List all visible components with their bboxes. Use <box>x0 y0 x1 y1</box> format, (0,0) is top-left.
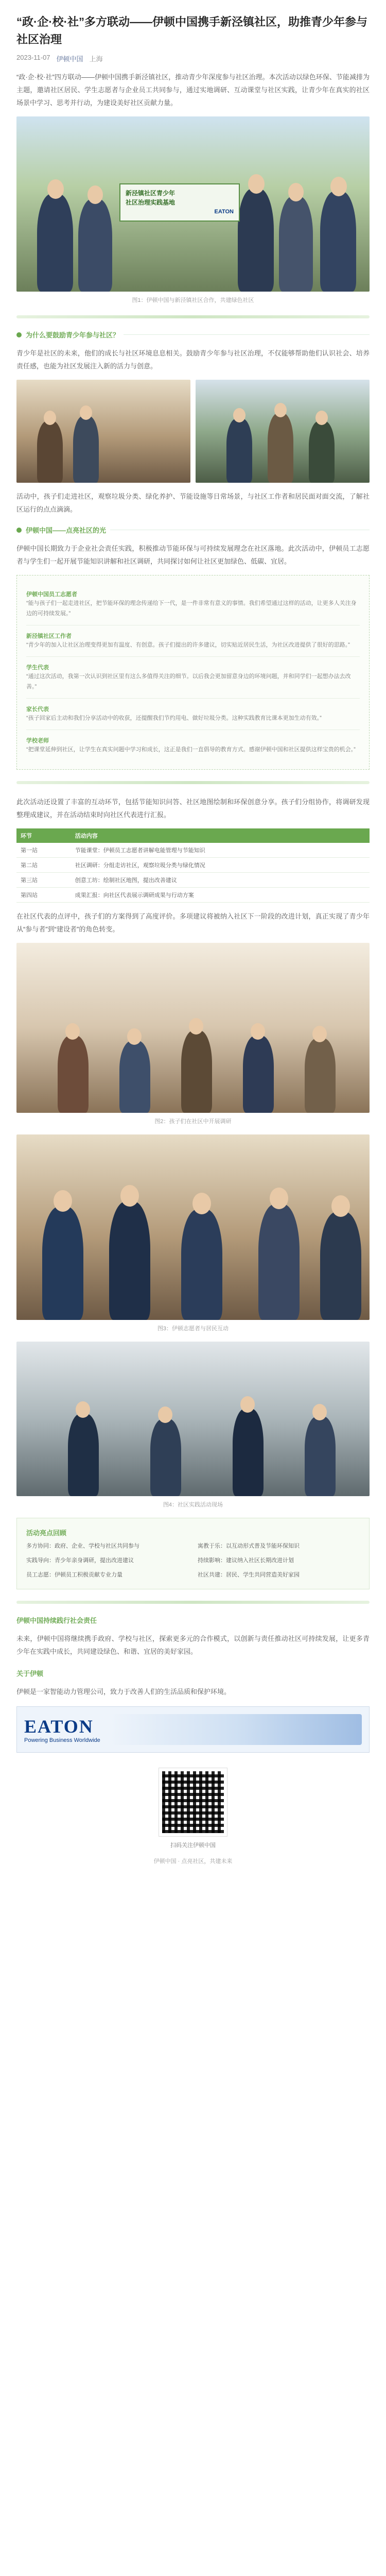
banner-text: 新泾镇社区青少年 社区治理实践基地 <box>126 190 176 206</box>
about-text: 伊顿是一家智能动力管理公司，致力于改善人们的生活品质和保护环境。 <box>16 1688 231 1696</box>
list-item: 寓教于乐：以互动形式普及节能环保知识 <box>198 1543 300 1549</box>
quote-name: 学生代表 <box>26 665 49 671</box>
table-header: 环节 <box>16 828 71 843</box>
photo3-caption: 图3：伊顿志愿者与居民互动 <box>157 1326 229 1332</box>
decorative-divider <box>16 781 370 784</box>
list-item: 持续影响：建议纳入社区长期改进计划 <box>198 1557 294 1564</box>
eaton-brand-box <box>16 1706 370 1753</box>
table-cell: 第三站 <box>16 873 71 888</box>
banner-logo: EATON <box>214 209 234 215</box>
classroom-photo <box>16 943 370 1113</box>
table-cell: 第四站 <box>16 888 71 903</box>
qr-section <box>16 1768 370 1851</box>
article-title: “政·企·校·社”多方联动——伊顿中国携手新泾镇社区，助推青少年参与社区治理 <box>16 15 367 46</box>
group-photo <box>16 116 370 292</box>
highlights-list <box>26 1541 360 1580</box>
table-cell: 第二站 <box>16 858 71 873</box>
quote-name: 伊顿中国员工志愿者 <box>26 591 77 598</box>
quote-name: 新泾镇社区工作者 <box>26 633 72 639</box>
activity-table <box>16 828 370 903</box>
section4-text: 在社区代表的点评中，孩子们的方案得到了高度评价。多项建议将被纳入社区下一阶段的改进计划，真正实现了青少年从“参与者”到“建设者”的角色转变。 <box>16 912 370 933</box>
footer-text: 伊顿中国 · 点亮社区，共建未来 <box>153 1858 233 1865</box>
article-location: 上海 <box>89 55 103 63</box>
table-row <box>16 858 370 873</box>
table-cell: 节能课堂：伊顿员工志愿者讲解电能管理与节能知识 <box>71 843 370 858</box>
quotes-box <box>16 575 370 770</box>
practice-photo <box>16 1342 370 1496</box>
section2-text: 伊顿中国长期致力于企业社会责任实践，积极推动节能环保与可持续发展理念在社区落地。此次活动中，伊顿员工志愿者与学生们一起开展节能知识讲解和社区调研，共同探讨如何让社区更加绿色、低碳、宜居。 <box>16 545 370 565</box>
table-cell: 成果汇报：向社区代表展示调研成果与行动方案 <box>71 888 370 903</box>
brand-graphic <box>110 1714 362 1745</box>
section1-title: 为什么要鼓励青少年参与社区？ <box>26 331 120 339</box>
decorative-divider <box>16 1601 370 1604</box>
community-photo-right <box>196 380 370 483</box>
quote-text: “能与孩子们一起走进社区，把节能环保的理念传递给下一代，是一件非常有意义的事情。我们希望通过这样的活动，让更多人关注身边的可持续发展。” <box>26 600 357 617</box>
eaton-logo-block <box>24 1716 100 1743</box>
quote-item <box>26 736 360 755</box>
decorative-divider <box>16 315 370 318</box>
closing-text: 未来，伊顿中国将继续携手政府、学校与社区，探索更多元的合作模式，以创新与责任推动社区可持续发展，让更多青少年在实践中成长，共同建设绿色、和谐、宜居的美好家园。 <box>16 1635 370 1655</box>
table-cell: 第一站 <box>16 843 71 858</box>
list-item: 社区共建：居民、学生共同营造美好家园 <box>198 1572 300 1578</box>
section1-text2: 活动中，孩子们走进社区，观察垃圾分类、绿化养护、节能设施等日常场景，与社区工作者和居民面对面交流，了解社区运行的点点滴滴。 <box>16 493 370 513</box>
eaton-tagline: Powering Business Worldwide <box>24 1737 100 1743</box>
group-photo-banner <box>119 183 240 222</box>
table-row <box>16 843 370 858</box>
quote-divider <box>26 656 360 657</box>
section2-header <box>16 525 370 535</box>
bullet-dot-icon <box>16 332 22 337</box>
quote-text: “通过这次活动，我第一次认识到社区里有这么多值得关注的细节。以后我会更加留意身边的环境问题，并和同学们一起想办法去改善。” <box>26 673 351 690</box>
photo1-caption: 图1：伊顿中国与新泾镇社区合作，共建绿色社区 <box>132 297 254 303</box>
list-item: 实践导向：青少年亲身调研，提出改进建议 <box>26 1557 134 1564</box>
table-cell: 创意工坊：绘制社区地图，提出改善建议 <box>71 873 370 888</box>
qr-code-icon[interactable] <box>159 1768 227 1836</box>
highlights-title: 活动亮点回顾 <box>26 1529 67 1537</box>
section2-title: 伊顿中国——点亮社区的光 <box>26 527 107 534</box>
quote-name: 家长代表 <box>26 706 49 713</box>
bullet-dot-icon <box>16 528 22 533</box>
photo2-caption: 图2：孩子们在社区中开展调研 <box>154 1118 232 1125</box>
list-item: 多方协同：政府、企业、学校与社区共同参与 <box>26 1543 139 1549</box>
photo-row-1 <box>16 380 370 483</box>
intro-paragraph: “政·企·校·社”四方联动——伊顿中国携手新泾镇社区，推动青少年深度参与社区治理。本次活动以绿色环保、节能减排为主题，邀请社区居民、学生志愿者与企业员工共同参与，通过实地调研、互动课堂与社区实践，让青少年在真实的社区场景中学习、思考并行动，为建设美好社区贡献力量。 <box>16 73 370 107</box>
about-title: 关于伊顿 <box>16 1670 44 1677</box>
community-photo-left <box>16 380 190 483</box>
section1-header <box>16 330 370 340</box>
article-date: 2023-11-07 <box>16 54 50 61</box>
highlights-card <box>16 1518 370 1589</box>
list-item: 员工志愿：伊顿员工积极贡献专业力量 <box>26 1572 122 1578</box>
quote-item <box>26 663 360 692</box>
photo4-caption: 图4：社区实践活动现场 <box>163 1502 223 1508</box>
article-author[interactable]: 伊顿中国 <box>56 55 83 63</box>
quote-name: 学校老师 <box>26 738 49 744</box>
table-cell: 社区调研：分组走访社区，观察垃圾分类与绿化情况 <box>71 858 370 873</box>
quote-item <box>26 705 360 723</box>
eaton-logo: EATON <box>24 1716 94 1737</box>
section-line <box>124 334 370 335</box>
quote-text: “青少年的加入让社区治理变得更加有温度、有创意。孩子们提出的许多建议，切实贴近居民生活，为社区改进提供了很好的思路。” <box>26 642 350 648</box>
quote-text: “把课堂延伸到社区，让学生在真实问题中学习和成长，这正是我们一直倡导的教育方式。感谢伊顿中国和社区提供这样宝贵的机会。” <box>26 747 356 753</box>
table-header: 活动内容 <box>71 828 370 843</box>
article-meta <box>16 54 370 63</box>
table-row <box>16 888 370 903</box>
volunteer-photo <box>16 1134 370 1320</box>
section1-text: 青少年是社区的未来，他们的成长与社区环境息息相关。鼓励青少年参与社区治理，不仅能够帮助他们认识社会、培养责任感，也能为社区发展注入新的活力与创意。 <box>16 349 370 370</box>
quote-text: “孩子回家后主动和我们分享活动中的收获，还提醒我们节约用电、做好垃圾分类。这种实践教育比课本更加生动有效。” <box>26 715 322 721</box>
closing-title: 伊顿中国持续践行社会责任 <box>16 1617 97 1624</box>
qr-caption: 扫码关注伊顿中国 <box>170 1842 216 1849</box>
quote-item <box>26 632 360 650</box>
section3-text: 此次活动还设置了丰富的互动环节，包括节能知识问答、社区地图绘制和环保创意分享。孩子们分组协作，将调研发现整理成建议，并在活动结束时向社区代表进行汇报。 <box>16 798 370 819</box>
quote-divider <box>26 698 360 699</box>
quote-item <box>26 590 360 619</box>
table-row <box>16 873 370 888</box>
